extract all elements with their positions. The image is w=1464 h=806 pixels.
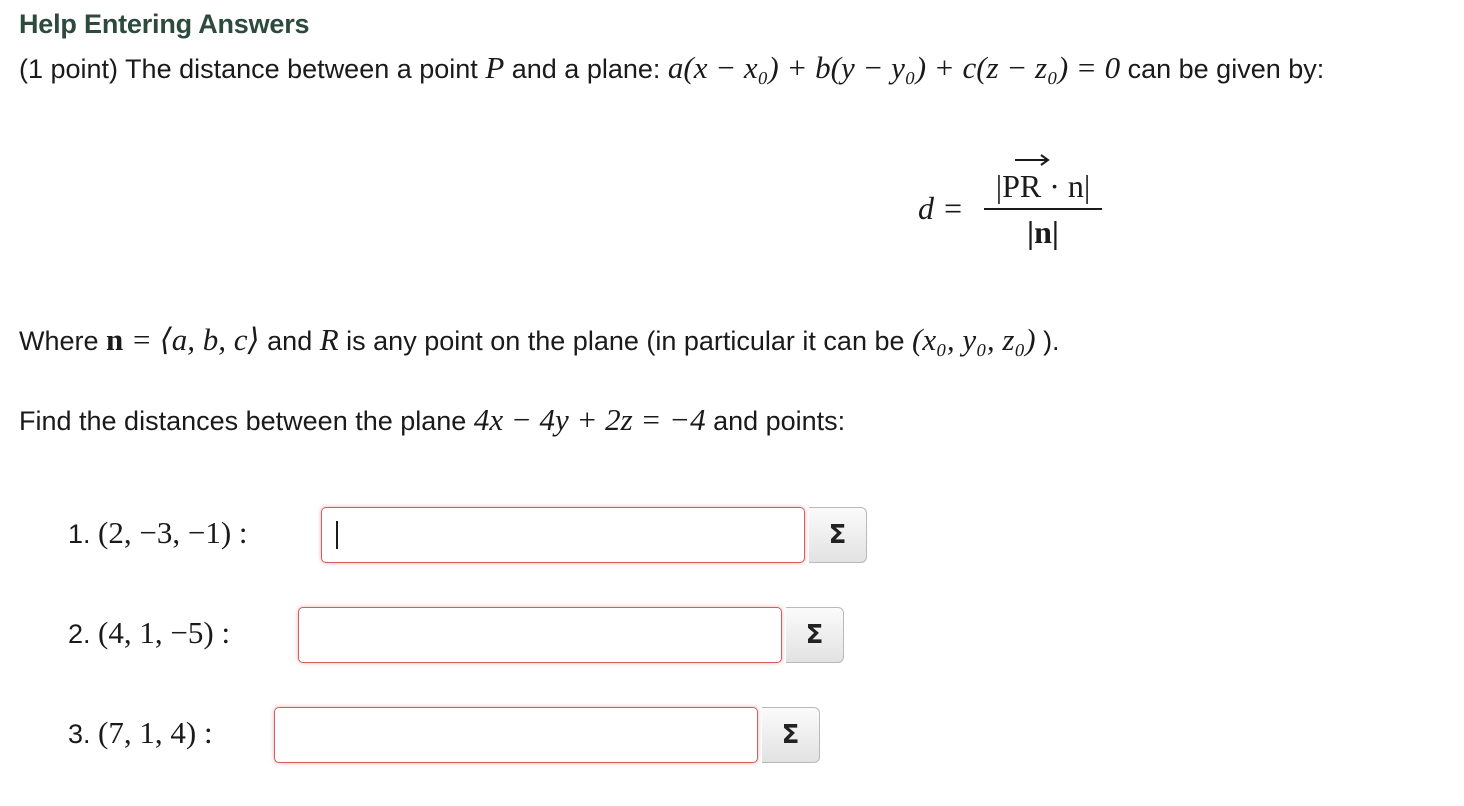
formula-denominator: |n| (1027, 214, 1059, 250)
where-suffix: ). (1035, 326, 1060, 356)
answer-point: (7, 1, 4) (98, 715, 197, 750)
where-prefix: Where (19, 326, 107, 356)
find-prefix: Find the distances between the plane (19, 406, 474, 436)
normal-vector-n: n (106, 322, 124, 357)
fraction-bar (984, 208, 1102, 210)
problem-intro (19, 50, 1324, 86)
formula-numerator: |PR · n| (995, 168, 1091, 204)
answer-label-3 (68, 715, 213, 751)
sigma-icon: Σ (828, 520, 847, 550)
answer-number: 3. (68, 719, 91, 749)
equation-editor-button-3[interactable] (762, 707, 820, 763)
sigma-icon: Σ (781, 720, 800, 750)
answer-input-1[interactable] (321, 507, 805, 563)
equation-editor-button-2[interactable] (786, 607, 844, 663)
answer-input-2[interactable] (298, 607, 782, 663)
answer-label-2 (68, 615, 230, 651)
answer-colon: : (196, 715, 213, 750)
answer-point: (4, 1, −5) (98, 615, 214, 650)
base-point: (x₀, y₀, z₀) (912, 322, 1036, 357)
intro-middle: and a plane: (504, 54, 668, 84)
text-cursor (336, 521, 338, 549)
answer-colon: : (213, 615, 231, 650)
answer-input-3[interactable] (274, 707, 758, 763)
find-suffix: and points: (705, 406, 846, 436)
formula-lhs: d = (918, 190, 964, 226)
sigma-icon: Σ (805, 620, 824, 650)
right-arrow-icon (1014, 152, 1050, 168)
intro-suffix: can be given by: (1120, 54, 1325, 84)
answer-colon: : (231, 515, 248, 550)
answer-number: 2. (68, 619, 91, 649)
point-P-symbol: P (485, 50, 505, 85)
answer-point: (2, −3, −1) (98, 515, 232, 550)
where-middle: is any point on the plane (in particular it can be (338, 326, 912, 356)
plane-general-equation: a(x − x₀) + b(y − y₀) + c(z − z₀) = 0 (667, 50, 1121, 85)
normal-vector-components: = ⟨a, b, c⟩ (123, 322, 260, 357)
where-and: and (259, 326, 320, 356)
point-R-symbol: R (319, 322, 339, 357)
answer-label-1 (68, 515, 248, 551)
equation-editor-button-1[interactable] (809, 507, 867, 563)
help-entering-answers-link[interactable]: Help Entering Answers (19, 9, 310, 39)
where-statement (19, 322, 1060, 358)
given-plane-equation: 4x − 4y + 2z = −4 (473, 402, 706, 437)
answer-number: 1. (68, 519, 91, 549)
find-statement (19, 402, 845, 438)
intro-prefix: (1 point) The distance between a point (19, 54, 486, 84)
